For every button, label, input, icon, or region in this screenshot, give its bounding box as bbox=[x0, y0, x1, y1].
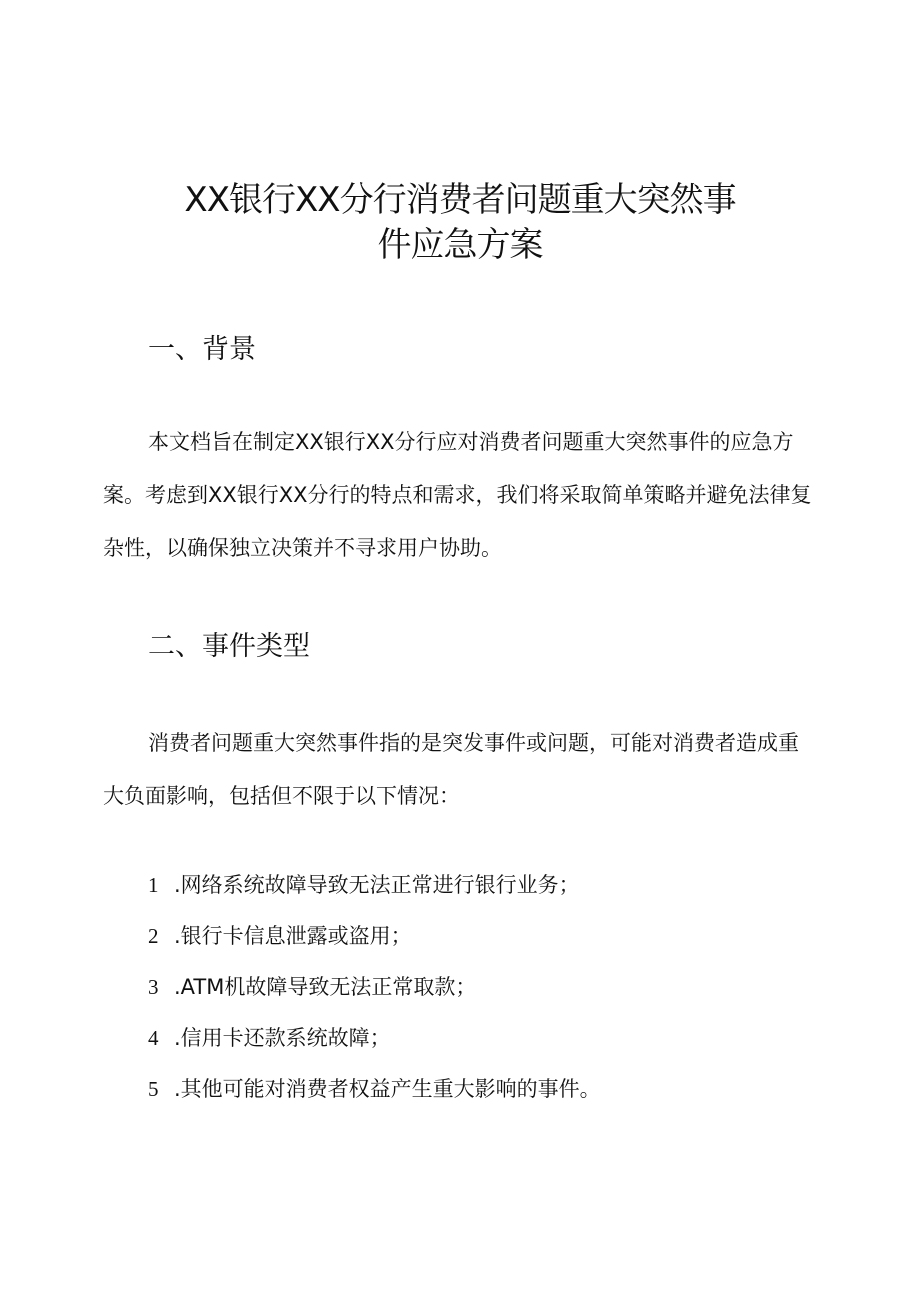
list-item bbox=[148, 1013, 601, 1064]
document-title-line-1: XX银行XX分行消费者问题重大突然事 bbox=[184, 180, 736, 220]
list-item bbox=[148, 962, 601, 1013]
list-item-text: .其他可能对消费者权益产生重大影响的事件。 bbox=[174, 1077, 601, 1101]
document-title-line-2: 件应急方案 bbox=[377, 225, 543, 265]
list-item bbox=[148, 911, 601, 962]
section-heading-background: 一、背景 bbox=[148, 334, 256, 365]
list-item-number: 2 bbox=[148, 924, 159, 948]
event-types-paragraph: 消费者问题重大突然事件指的是突发事件或问题，可能对消费者造成重大负面影响，包括但不限于以下情况： bbox=[103, 731, 799, 808]
list-item-number: 1 bbox=[148, 873, 159, 897]
list-item-number: 5 bbox=[148, 1077, 159, 1101]
list-item-text: .信用卡还款系统故障； bbox=[174, 1026, 391, 1050]
list-item-text: .ATM机故障导致无法正常取款； bbox=[174, 975, 477, 999]
list-item bbox=[148, 1064, 601, 1115]
list-item-number: 3 bbox=[148, 975, 159, 999]
event-type-list bbox=[148, 860, 601, 1115]
list-item-text: .银行卡信息泄露或盗用； bbox=[174, 924, 412, 948]
list-item bbox=[148, 860, 601, 911]
background-paragraph: 本文档旨在制定XX银行XX分行应对消费者问题重大突然事件的应急方案。考虑到XX银行XX分行的特点和需求，我们将采取简单策略并避免法律复杂性，以确保独立决策并不寻求用户协助。 bbox=[103, 430, 812, 560]
list-item-number: 4 bbox=[148, 1026, 159, 1050]
section-heading-event-types: 二、事件类型 bbox=[148, 631, 310, 662]
list-item-text: .网络系统故障导致无法正常进行银行业务； bbox=[174, 873, 580, 897]
